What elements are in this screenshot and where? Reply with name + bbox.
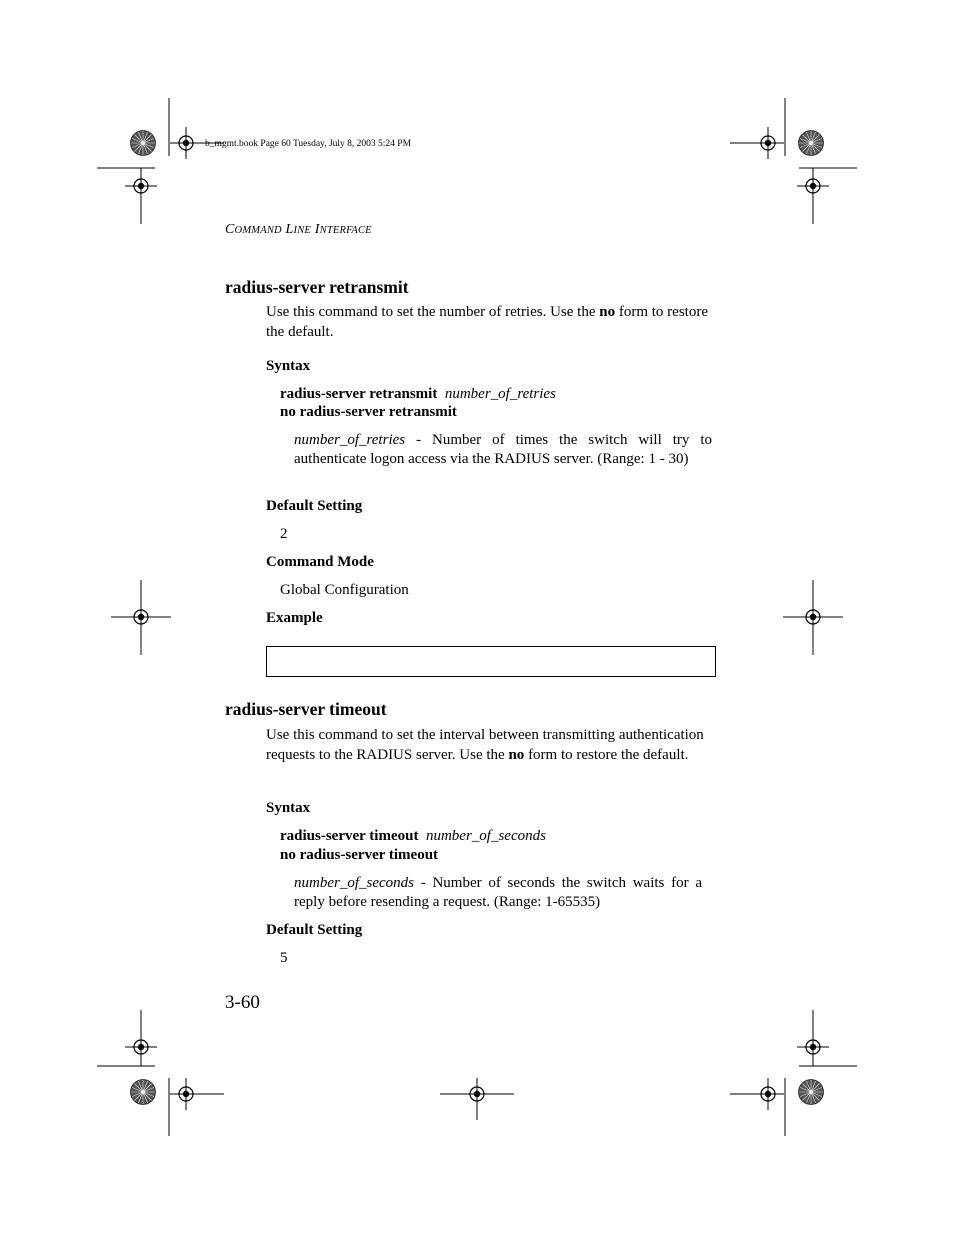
intro-retransmit: Use this command to set the number of retries. Use the no form to restore the default. bbox=[266, 304, 708, 340]
syntax-command-retransmit: radius-server retransmit number_of_retries bbox=[280, 386, 556, 402]
syntax-heading-retransmit: Syntax bbox=[266, 358, 311, 374]
print-file-info: b_mgmt.book Page 60 Tuesday, July 8, 2003 5:24 PM bbox=[205, 139, 412, 149]
default-heading-timeout: Default Setting bbox=[266, 922, 363, 938]
example-box-retransmit bbox=[266, 646, 716, 677]
example-heading-retransmit: Example bbox=[266, 610, 323, 626]
running-head-word-3: INTERFACE bbox=[314, 222, 372, 237]
mode-heading-retransmit: Command Mode bbox=[266, 554, 374, 570]
running-head bbox=[225, 222, 372, 238]
page-number: 3-60 bbox=[225, 992, 260, 1013]
section-title-timeout: radius-server timeout bbox=[225, 699, 387, 719]
default-heading-retransmit: Default Setting bbox=[266, 498, 363, 514]
default-value-timeout: 5 bbox=[280, 950, 288, 966]
syntax-heading-timeout: Syntax bbox=[266, 800, 311, 816]
mode-value-retransmit: Global Configuration bbox=[280, 582, 409, 598]
running-head-word-1: COMMAND bbox=[225, 222, 282, 237]
param-description-retransmit: number_of_retries - Number of times the switch will try to authenticate logon access via the RADIUS server. (Range: 1 - 30) bbox=[294, 432, 712, 467]
syntax-no-form-retransmit: no radius-server retransmit bbox=[280, 404, 457, 420]
syntax-command-timeout: radius-server timeout number_of_seconds bbox=[280, 828, 546, 844]
intro-timeout: Use this command to set the interval between transmitting authentication requests to the RADIUS server. Use the no form to restore the default. bbox=[266, 727, 704, 763]
running-head-word-2: LINE bbox=[285, 222, 312, 237]
default-value-retransmit: 2 bbox=[280, 526, 288, 542]
param-description-timeout: number_of_seconds - Number of seconds the switch waits for a reply before resending a request. (Range: 1-65535) bbox=[294, 875, 702, 910]
section-title-retransmit: radius-server retransmit bbox=[225, 277, 409, 297]
syntax-no-form-timeout: no radius-server timeout bbox=[280, 847, 439, 863]
